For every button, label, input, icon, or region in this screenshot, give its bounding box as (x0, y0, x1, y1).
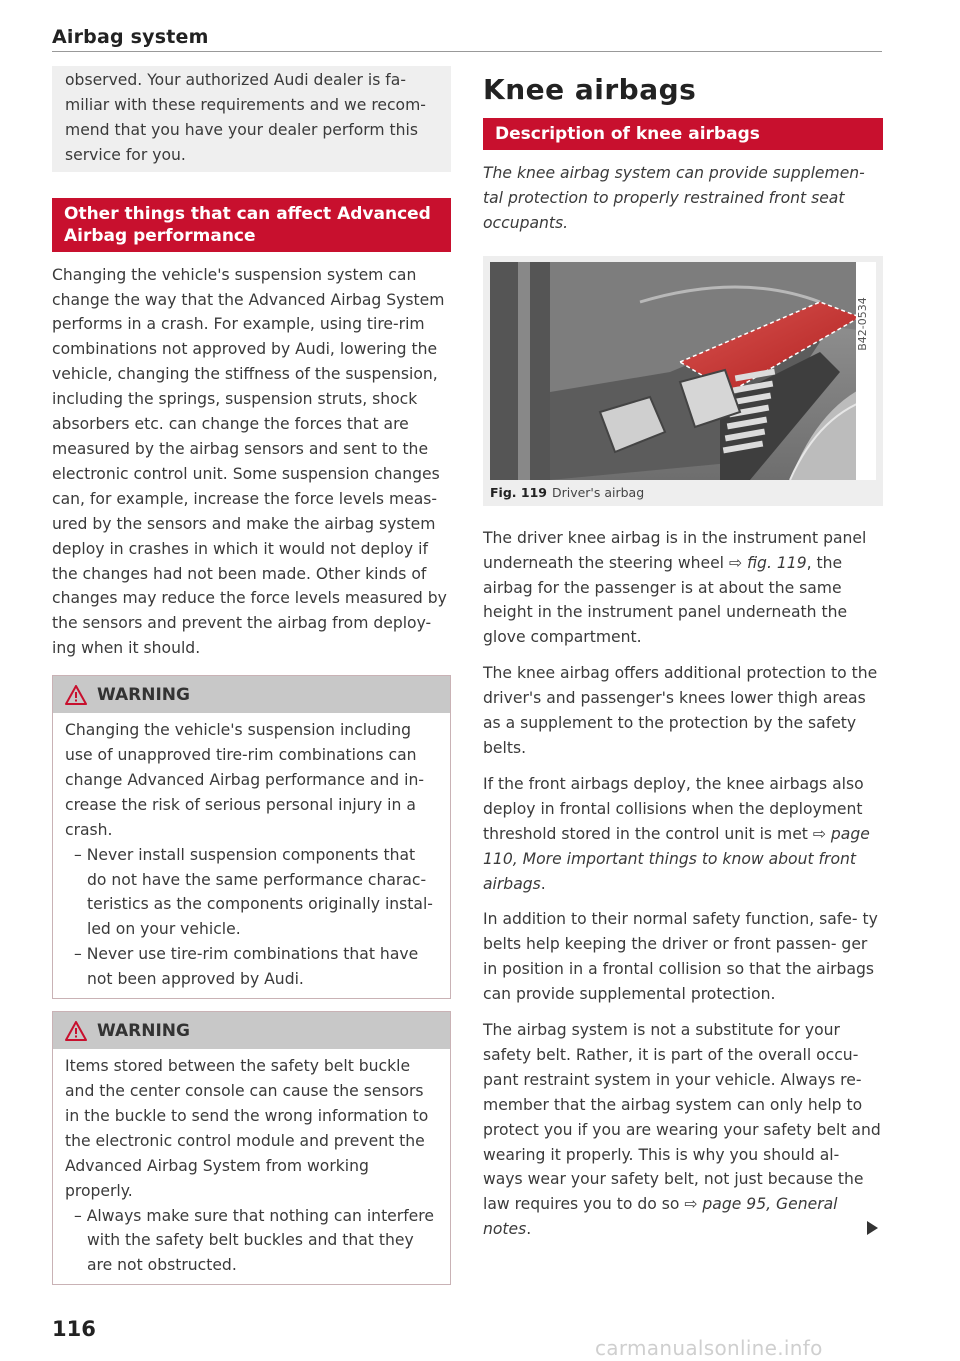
warning-bullets (65, 843, 438, 992)
warning-text: Items stored between the safety belt buckle and the center console can cause the sensors in the buckle to send the wrong information to the electronic control module and prevent the Advanced Airbag System from working properly. (65, 1057, 429, 1200)
paragraph-driver-knee (483, 526, 883, 651)
warning-title: WARNING (97, 685, 190, 706)
page-reference-link[interactable]: ⇨ page 95, General notes (483, 1195, 838, 1239)
paragraph-text: In addition to their normal safety function, safe- ty belts help keeping the driver or front passen- ger in position in a frontal collision so that the airbags can provide supplemental protection. (483, 910, 878, 1004)
warning-title: WARNING (97, 1021, 190, 1042)
right-column (483, 72, 883, 1242)
warning-bullet: – Always make sure that nothing can interfere with the safety belt buckles and that they are not obstructed. (74, 1206, 434, 1275)
warning-text: Changing the vehicle's suspension including use of unapproved tire-rim combinations can change Advanced Airbag performance and in- crease the risk of serious personal injury in a crash. (65, 721, 425, 839)
warning-header (53, 676, 450, 713)
figure-code: B42-0534 (856, 296, 869, 351)
page-reference-link[interactable]: ⇨ page 110, More important things to know about front airbags (483, 824, 870, 893)
warning-box-buckle (52, 1011, 451, 1285)
paragraph-text: . (526, 1220, 532, 1239)
suspension-paragraph: Changing the vehicle's suspension system can change the way that the Advanced Airbag System performs in a crash. For example, using tire-rim combinations not approved by Audi, lowering the vehicle, changing the stiffness of the suspension, including the springs, suspension struts, shock absorbers etc. can change the forces that are measured by the airbag sensors and sent to the electronic control unit. Some suspension changes can, for example, increase the force levels meas- ured by the sensors and make the airbag system deploy in crashes in which it would not deploy if the changes had not been made. Other kinds of changes may reduce the force levels measured by the sensors and prevent the airbag from deploy- ing when it should. (52, 265, 447, 658)
intro-italic: The knee airbag system can provide supplemen- tal protection to properly restrained front seat occupants. (483, 164, 865, 232)
left-column (52, 66, 451, 1285)
warning-bullets (65, 1204, 438, 1279)
paragraph-text: The airbag system is not a substitute for your safety belt. Rather, it is part of the overall occu- pant restraint system in your vehicle. Always re- member that the airbag system can only help to protect you if you are wearing your safety belt and wearing it properly. This is why you should al- ways wear your safety belt, not just because the law requires you to do so (483, 1021, 881, 1214)
warning-bullet: – Never install suspension components that do not have the same performance charac- teristics as the components originally instal- led on your vehicle. (74, 845, 433, 939)
intro-box-text: observed. Your authorized Audi dealer is fa- miliar with these requirements and we recom- mend that you have your dealer perform this service for you. (65, 71, 426, 164)
figure-label: Fig. 119 (490, 484, 547, 500)
paragraph-deploy (483, 772, 883, 897)
paragraph-safety-function (483, 907, 883, 1007)
paragraph-text: , the airbag for the passenger is at about the same height in the instrument panel underneath the glove compartment. (483, 553, 848, 647)
paragraph-text: . (540, 874, 546, 893)
warning-body (53, 1049, 450, 1284)
header-rule (52, 51, 882, 52)
figure-reference-link[interactable]: ⇨ fig. 119 (728, 553, 807, 572)
intro-box (52, 66, 451, 172)
warning-triangle-icon (65, 685, 87, 705)
heading-description: Description of knee airbags (483, 118, 883, 150)
warning-triangle-icon (65, 1021, 87, 1041)
figure-driver-airbag (483, 256, 883, 506)
driver-knee-airbag-illustration (490, 262, 876, 480)
paragraph-not-substitute (483, 1018, 883, 1242)
page-number: 116 (52, 1317, 96, 1341)
figure-caption-text: Driver's airbag (551, 484, 645, 500)
paragraph-text: If the front airbags deploy, the knee airbags also deploy in frontal collisions when the deployment threshold stored in the control unit is met (483, 774, 864, 843)
warning-header (53, 1012, 450, 1049)
section-title: Airbag system (52, 26, 209, 48)
figure-caption (490, 480, 876, 500)
warning-bullet: – Never use tire-rim combinations that have not been approved by Audi. (74, 945, 419, 989)
paragraph-text: The driver knee airbag is in the instrument panel underneath the steering wheel (483, 528, 867, 572)
warning-box-suspension (52, 675, 451, 999)
paragraph-text: The knee airbag offers additional protection to the driver's and passenger's knees lower thigh areas as a supplement to the protection by the safety belts. (483, 664, 878, 757)
paragraph-additional-protection (483, 661, 883, 761)
page-title: Knee airbags (483, 73, 697, 106)
watermark: carmanualsonline.info (595, 1336, 823, 1360)
heading-other-things: Other things that can affect Advanced Airbag performance (52, 198, 451, 252)
continue-arrow-icon (867, 1221, 878, 1235)
warning-body (53, 713, 450, 998)
